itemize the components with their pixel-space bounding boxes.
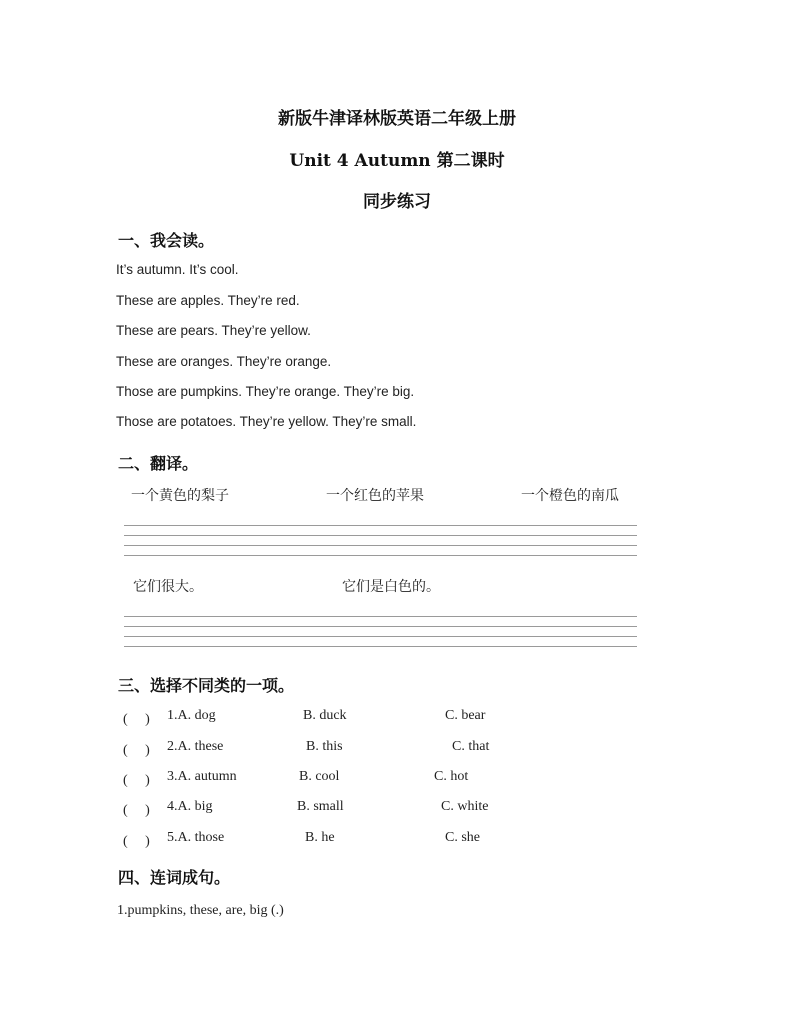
choice-a: 1.A. dog: [167, 708, 216, 723]
translate-phrase: 一个橙色的南瓜: [521, 488, 619, 504]
choice-c: C. hot: [434, 769, 469, 784]
reading-line: Those are potatoes. They’re yellow. They’re small.: [116, 414, 417, 429]
choice-a: 2.A. these: [167, 739, 224, 754]
reading-line: It’s autumn. It’s cool.: [116, 262, 239, 277]
choice-a: 3.A. autumn: [167, 769, 237, 784]
writing-line: [124, 636, 637, 637]
section-1-heading: 一、我会读。: [118, 231, 215, 250]
answer-blank: ( ): [123, 834, 150, 849]
reading-line: These are pears. They’re yellow.: [116, 323, 311, 338]
answer-blank: ( ): [123, 773, 150, 788]
exercise-label: 同步练习: [363, 192, 431, 212]
reading-line: These are apples. They’re red.: [116, 293, 300, 308]
writing-line: [124, 535, 637, 536]
translate-phrase: 一个红色的苹果: [326, 488, 424, 504]
choice-c: C. she: [445, 830, 480, 845]
translate-phrase: 一个黄色的梨子: [131, 488, 229, 504]
choice-b: B. he: [305, 830, 335, 845]
sentence-question: 1.pumpkins, these, are, big (.): [117, 903, 284, 918]
writing-line: [124, 525, 637, 526]
choice-a: 5.A. those: [167, 830, 225, 845]
writing-line: [124, 646, 637, 647]
choice-b: B. cool: [299, 769, 340, 784]
choice-b: B. this: [306, 739, 343, 754]
answer-blank: ( ): [123, 803, 150, 818]
writing-line: [124, 616, 637, 617]
choice-a: 4.A. big: [167, 799, 213, 814]
translate-phrase: 它们是白色的。: [342, 579, 440, 595]
choice-b: B. duck: [303, 708, 347, 723]
reading-line: These are oranges. They’re orange.: [116, 354, 332, 369]
answer-blank: ( ): [123, 743, 150, 758]
choice-b: B. small: [297, 799, 344, 814]
translate-phrase: 它们很大。: [133, 579, 203, 595]
writing-line: [124, 555, 637, 556]
writing-line: [124, 626, 637, 627]
choice-c: C. white: [441, 799, 489, 814]
section-4-heading: 四、连词成句。: [118, 868, 231, 887]
section-3-heading: 三、选择不同类的一项。: [118, 676, 295, 695]
choice-c: C. bear: [445, 708, 486, 723]
writing-line: [124, 545, 637, 546]
choice-c: C. that: [452, 739, 490, 754]
answer-blank: ( ): [123, 712, 150, 727]
lesson-subtitle: Unit 4 Autumn 第二课时: [289, 151, 505, 171]
reading-line: Those are pumpkins. They’re orange. They’re big.: [116, 384, 415, 399]
worksheet-title: 新版牛津译林版英语二年级上册: [278, 109, 516, 129]
section-2-heading: 二、翻译。: [118, 454, 199, 473]
